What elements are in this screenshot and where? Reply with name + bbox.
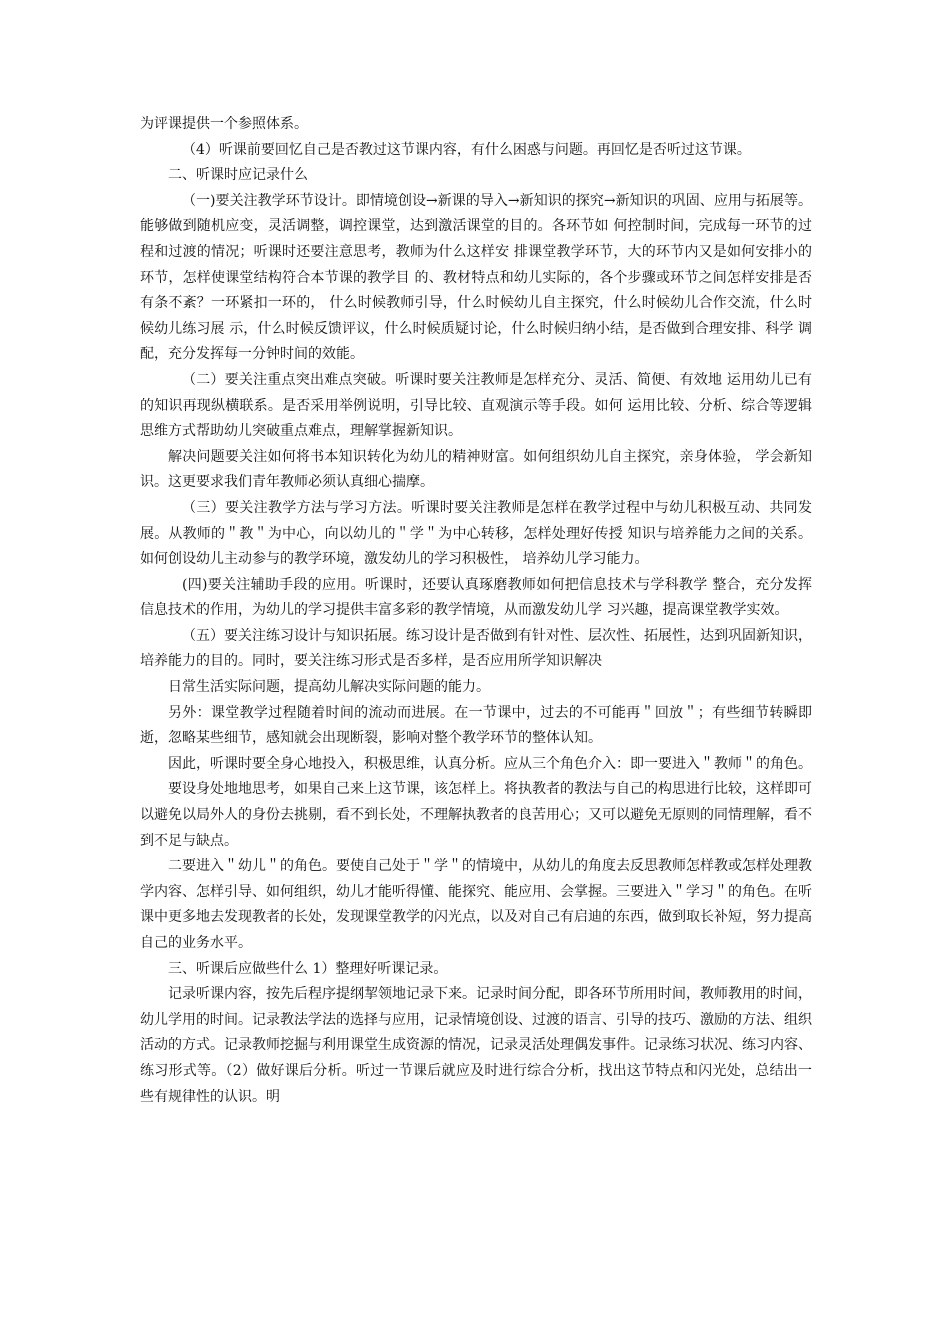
paragraph-8: (四)要关注辅助手段的应用。听课时，还要认真琢磨教师如何把信息技术与学科教学 整合，充分发挥信息技术的作用，为幼儿的学习提供丰富多彩的教学情境，从而激发幼儿学 习兴趣，提高课堂教学实效。: [140, 576, 812, 619]
paragraph-6: 解决问题要关注如何将书本知识转化为幼儿的精神财富。如何组织幼儿自主探究，亲身体验， 学会新知识。这更要求我们青年教师必须认真细心揣摩。: [140, 448, 812, 491]
paragraph-4: （一)要关注教学环节设计。即情境创设→新课的导入→新知识的探究→新知识的巩固、应用与拓展等。能够做到随机应变，灵活调整，调控课堂，达到激活课堂的目的。各环节如 何控制时间，完成每一环节的过程和过渡的情况；听课时还要注意思考，教师为什么这样安 排课堂教学环节，大的环节内又是如何安排小的环节，怎样使课堂结构符合本节课的教学目 的、教材特点和幼儿实际的，各个步骤或环节之间怎样安排是否有条不紊？一环紧扣一环的， 什么时候教师引导，什么时候幼儿自主探究，什么时候幼儿合作交流，什么时候幼儿练习展 示，什么时候反馈评议，什么时候质疑讨论，什么时候归纳小结，是否做到合理安排、科学 调配，充分发挥每一分钟时间的效能。: [140, 192, 812, 363]
document-page: [140, 112, 812, 1110]
section-heading-3: 三、听课后应做些什么 1）整理好听课记录。: [168, 960, 448, 977]
paragraph-10: 日常生活实际问题，提高幼儿解决实际问题的能力。: [168, 679, 490, 696]
paragraph-9: （五）要关注练习设计与知识拓展。练习设计是否做到有针对性、层次性、拓展性，达到巩固新知识，培养能力的目的。同时，要关注练习形式是否多样，是否应用所学知识解决: [140, 627, 812, 670]
paragraph-2: （4）听课前要回忆自己是否教过这节课内容，有什么困惑与问题。再回忆是否听过这节课。: [182, 141, 751, 158]
section-heading-2: 二、听课时应记录什么: [168, 167, 308, 184]
paragraph-7: （三）要关注教学方法与学习方法。听课时要关注教师是怎样在教学过程中与幼儿积极互动、共同发展。从教师的＂教＂为中心，向以幼儿的＂学＂为中心转移，怎样处理好传授 知识与培养能力之间的关系。如何创设幼儿主动参与的教学环境，激发幼儿的学习积极性， 培养幼儿学习能力。: [140, 499, 812, 568]
paragraph-5: （二）要关注重点突出难点突破。听课时要关注教师是怎样充分、灵活、简便、有效地 运用幼儿已有的知识再现纵横联系。是否采用举例说明，引导比较、直观演示等手段。如何 运用比较、分析、综合等逻辑思维方式帮助幼儿突破重点难点，理解掌握新知识。: [140, 371, 812, 440]
paragraph-11: 另外：课堂教学过程随着时间的流动而进展。在一节课中，过去的不可能再＂回放＂；有些细节转瞬即逝，忽略某些细节，感知就会出现断裂，影响对整个教学环节的整体认知。: [140, 704, 812, 747]
paragraph-13: 要设身处地地思考，如果自己来上这节课，该怎样上。将执教者的教法与自己的构思进行比较，这样即可以避免以局外人的身份去挑剔，看不到长处，不理解执教者的良苦用心；又可以避免无原则的同情理解，看不到不足与缺点。: [140, 781, 812, 849]
paragraph-16: 记录听课内容，按先后程序提纲挈领地记录下来。记录时间分配，即各环节所用时间，教师教用的时间，幼儿学用的时间。记录教法学法的选择与应用，记录情境创设、过渡的语言、引导的技巧、激励的方法、组织活动的方式。记录教师挖掘与利用课堂生成资源的情况，记录灵活处理偶发事件。记录练习状况、练习内容、练习形式等。（2）做好课后分析。听过一节课后就应及时进行综合分析，找出这节特点和闪光处，总结出一些有规律性的认识。明: [140, 986, 812, 1105]
paragraph-14: 二要进入＂幼儿＂的角色。要使自己处于＂学＂的情境中，从幼儿的角度去反思教师怎样教或怎样处理教学内容、怎样引导、如何组织，幼儿才能听得懂、能探究、能应用、会掌握。三要进入＂学习＂的角色。在听课中更多地去发现教者的长处，发现课堂教学的闪光点，以及对自己有启迪的东西，做到取长补短，努力提高自己的业务水平。: [140, 858, 812, 951]
paragraph-12: 因此，听课时要全身心地投入，积极思维，认真分析。应从三个角色介入：即一要进入＂教师＂的角色。: [168, 755, 812, 772]
paragraph-1: 为评课提供一个参照体系。: [140, 116, 308, 132]
